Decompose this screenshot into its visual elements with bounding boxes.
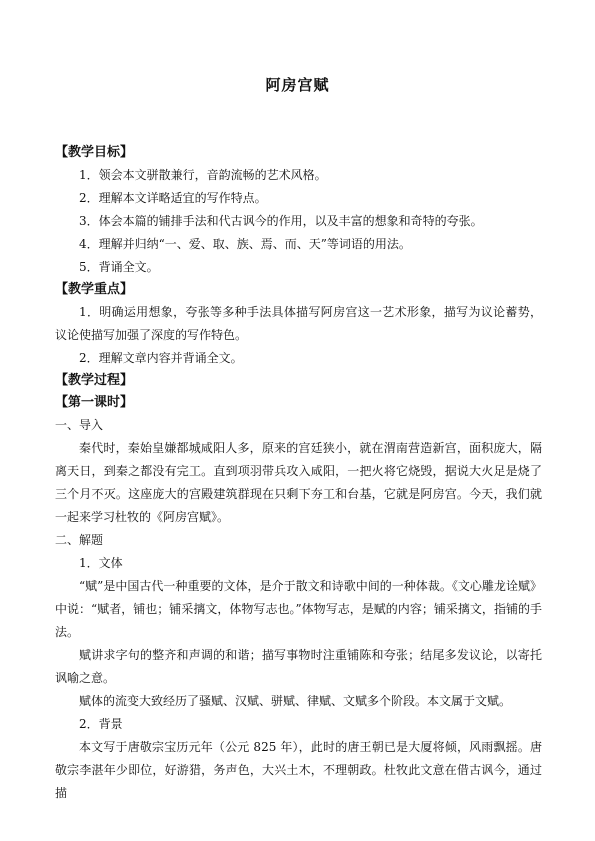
analysis-sub-background: 2．背景	[79, 717, 123, 731]
section-heading-goals: 【教学目标】	[55, 145, 134, 160]
genre-paragraph-3: 赋体的流变大致经历了骚赋、汉赋、骈赋、律赋、文赋多个阶段。本文属于文赋。	[79, 694, 512, 708]
key-point-2: 2．理解文章内容并背诵全文。	[79, 351, 243, 365]
genre-paragraph-1: “赋”是中国古代一种重要的文体，是介于散文和诗歌中间的一种体裁。《文心雕龙诠赋》中说：“赋者，铺也；铺采摛文，体物写志也。”体物写志，是赋的内容；铺采摛文，指铺的手法。	[55, 579, 542, 639]
section-heading-process: 【教学过程】	[55, 373, 134, 388]
analysis-sub-genre: 1．文体	[79, 556, 123, 570]
goal-item-5: 5．背诵全文。	[79, 260, 159, 274]
goal-item-3: 3．体会本篇的铺排手法和代古讽今的作用，以及丰富的想象和奇特的夸张。	[79, 214, 483, 228]
section-heading-lesson-one: 【第一课时】	[55, 395, 134, 410]
genre-paragraph-2: 赋讲求字句的整齐和声调的和谐；描写事物时注重铺陈和夸张；结尾多发议论，以寄托讽喻之意。	[55, 648, 542, 685]
background-paragraph: 本文写于唐敬宗宝历元年（公元 825 年），此时的唐王朝已是大厦将倾，风雨飘摇。唐敬宗李湛年少即位，好游猎，务声色，大兴土木，不理朝政。杜牧此文意在借古讽今，通过描	[55, 740, 542, 800]
goal-item-4: 4．理解并归纳“一、爱、取、族、焉、而、天”等词语的用法。	[79, 237, 411, 251]
page-title: 阿房宫赋	[265, 76, 330, 94]
subsection-intro-label: 一、导入	[55, 418, 104, 432]
subsection-analysis-label: 二、解题	[55, 533, 104, 547]
goal-item-2: 2．理解本文详略适宜的写作特点。	[79, 191, 267, 205]
goal-item-1: 1．领会本文骈散兼行，音韵流畅的艺术风格。	[79, 168, 327, 182]
section-heading-key-points: 【教学重点】	[55, 282, 134, 297]
document-body	[55, 142, 542, 805]
key-point-1: 1．明确运用想象，夸张等多种手法具体描写阿房宫这一艺术形象，描写为议论蓄势，议论使描写加强了深度的写作特色。	[55, 305, 542, 342]
intro-paragraph: 秦代时，秦始皇嫌都城咸阳人多，原来的宫廷狭小，就在渭南营造新宫，面积庞大，隔离天日，到秦之都没有完工。直到项羽带兵攻入咸阳，一把火将它烧毁，据说大火足是烧了三个月不灭。这座庞大的宫殿建筑群现在只剩下夯工和台基，它就是阿房宫。今天，我们就一起来学习杜牧的《阿房宫赋》。	[55, 441, 542, 524]
